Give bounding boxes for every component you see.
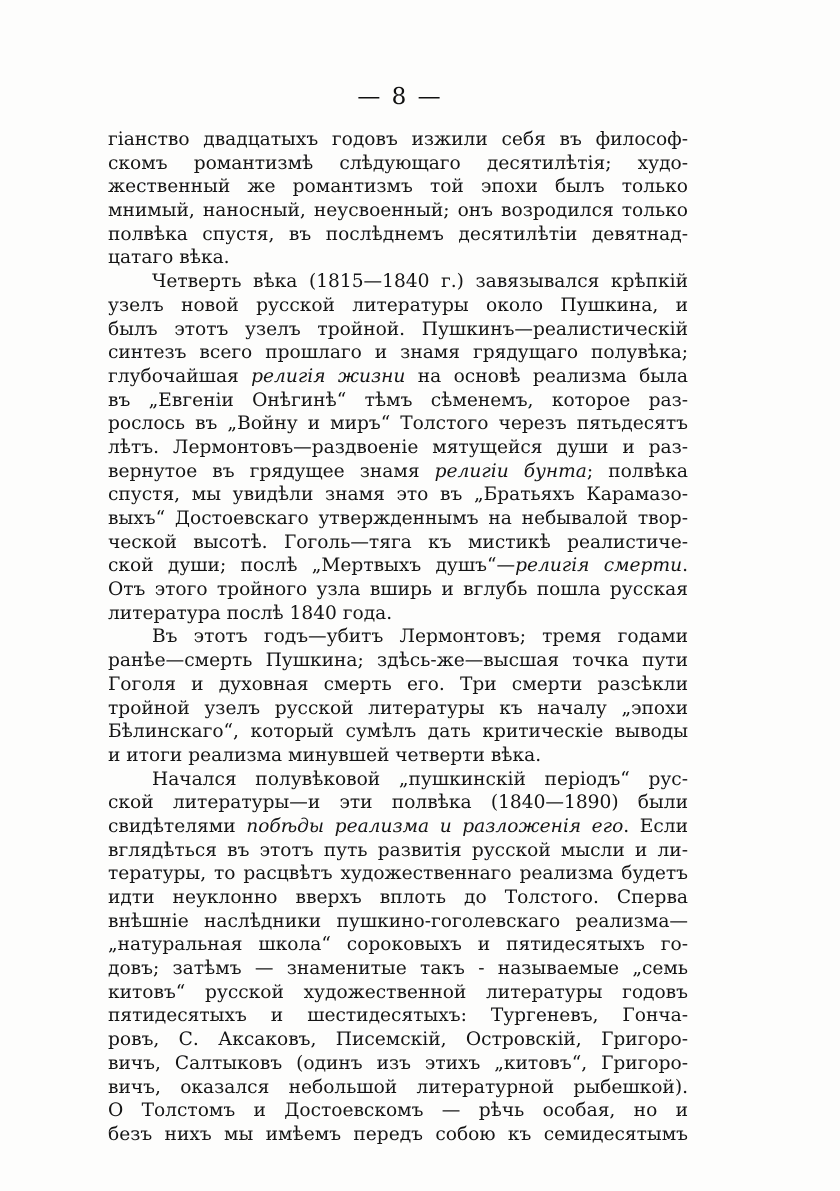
- text-line: Четверть вѣка (1815—1840 г.) завязывался крѣпкій: [152, 271, 688, 293]
- text-line: тературы, то расцвѣтъ художественнаго реализма будетъ: [108, 863, 688, 885]
- text-line: ровъ, С. Аксаковъ, Писемскій, Островскій, Григоро-: [108, 1029, 688, 1051]
- text-line: пятидесятыхъ и шестидесятыхъ: Тургеневъ, Гонча-: [108, 1005, 688, 1027]
- text-line: ческой высотѣ. Гоголь—тяга къ мистикѣ реалистиче-: [108, 531, 688, 553]
- text-line: довъ; затѣмъ — знаменитые такъ - называемые „семь: [108, 958, 688, 980]
- text-line: [108, 815, 688, 839]
- text-line: ской литературы—и эти полвѣка (1840—1890) были: [108, 792, 688, 814]
- text-line: „натуральная школа“ сороковыхъ и пятидесятыхъ го-: [108, 934, 688, 956]
- text-line: выхъ“ Достоевскаго утвержденнымъ на небывалой твор-: [108, 508, 688, 529]
- text-run: ; полвѣка: [586, 460, 688, 482]
- body-text: [108, 128, 688, 1147]
- text-line: спустя, мы увидѣли знамя это въ „Братьяхъ Карамазо-: [108, 484, 688, 506]
- text-line: литература послѣ 1840 года.: [108, 602, 393, 624]
- text-line: скомъ романтизмѣ слѣдующаго десятилѣтія; худо-: [108, 152, 688, 174]
- text-run: .: [682, 555, 688, 577]
- text-line: тройной узелъ русской литературы къ началу „эпохи: [108, 697, 688, 719]
- text-line: былъ этотъ узелъ тройной. Пушкинъ—реалистическій: [108, 318, 688, 340]
- page-number: — 8 —: [357, 84, 443, 110]
- text-line: гіанство двадцатыхъ годовъ изжили себя въ философ-: [108, 129, 688, 150]
- text-line: въ „Евгеніи Онѣгинѣ“ тѣмъ сѣменемъ, которое раз-: [108, 389, 688, 411]
- text-line: Отъ этого тройного узла вширь и вглубь пошла русская: [108, 579, 688, 601]
- text-line: полвѣка спустя, въ послѣднемъ десятилѣтіи девятнад-: [108, 223, 688, 245]
- italic-phrase: религіи бунта: [434, 460, 587, 482]
- text-line: ранѣе—смерть Пушкина; здѣсь-же—высшая точка пути: [108, 650, 688, 672]
- italic-phrase: побѣды реализма и разложенія его: [246, 815, 624, 837]
- italic-phrase: религія жизни: [251, 365, 406, 387]
- text-line: синтезъ всего прошлаго и знамя грядущаго полувѣка;: [108, 342, 688, 364]
- text-line: китовъ“ русской художественной литературы годовъ: [108, 981, 688, 1003]
- text-line: [108, 365, 688, 389]
- text-line: мнимый, наносный, неусвоенный; онъ возродился только: [108, 200, 688, 222]
- text-line: цатаго вѣка.: [108, 247, 230, 269]
- text-line: рослось въ „Войну и миръ“ Толстого черезъ пятьдесятъ: [108, 413, 688, 435]
- text-run: глубочайшая: [108, 365, 252, 387]
- text-run: ской души; послѣ „Мертвыхъ душъ“—: [108, 555, 516, 577]
- text-run: вернутое въ грядущее знамя: [108, 460, 435, 482]
- text-line: Гоголя и духовная смерть его. Три смерти разсѣкли: [108, 673, 688, 695]
- text-line: О Толстомъ и Достоевскомъ — рѣчь особая, но и: [108, 1100, 688, 1122]
- text-line: Начался полувѣковой „пушкинскій періодъ“ рус-: [152, 768, 688, 790]
- text-line: вичъ, оказался небольшой литературной рыбешкой).: [108, 1076, 688, 1098]
- text-line: узелъ новой русской литературы около Пушкина, и: [108, 294, 688, 316]
- text-line: [108, 554, 688, 578]
- text-run: . Если: [623, 815, 688, 837]
- text-line: жественный же романтизмъ той эпохи былъ только: [108, 176, 688, 198]
- text-line: идти неуклонно вверхъ вплоть до Толстого. Сперва: [108, 887, 688, 908]
- text-line: вичъ, Салтыковъ (одинъ изъ этихъ „китовъ“, Григоро-: [108, 1052, 688, 1074]
- text-line: вглядѣться въ этотъ путь развитія русской мысли и ли-: [108, 839, 688, 861]
- text-run: свидѣтелями: [108, 815, 247, 837]
- text-run: на основѣ реализма была: [405, 365, 689, 387]
- text-line: внѣшніе наслѣдники пушкино-гоголевскаго реализма—: [108, 910, 688, 932]
- italic-phrase: религія смерти: [515, 555, 683, 577]
- text-line: Въ этотъ годъ—убитъ Лермонтовъ; тремя годами: [152, 626, 688, 648]
- text-line: безъ нихъ мы имѣемъ передъ собою къ семидесятымъ: [108, 1123, 688, 1145]
- text-line: и итоги реализма минувшей четверти вѣка.: [108, 744, 542, 766]
- text-line: [108, 460, 688, 484]
- text-line: Бѣлинскаго“, который сумѣлъ дать критическіе выводы: [108, 721, 688, 743]
- text-line: лѣтъ. Лермонтовъ—раздвоеніе мятущейся души и раз-: [108, 436, 688, 458]
